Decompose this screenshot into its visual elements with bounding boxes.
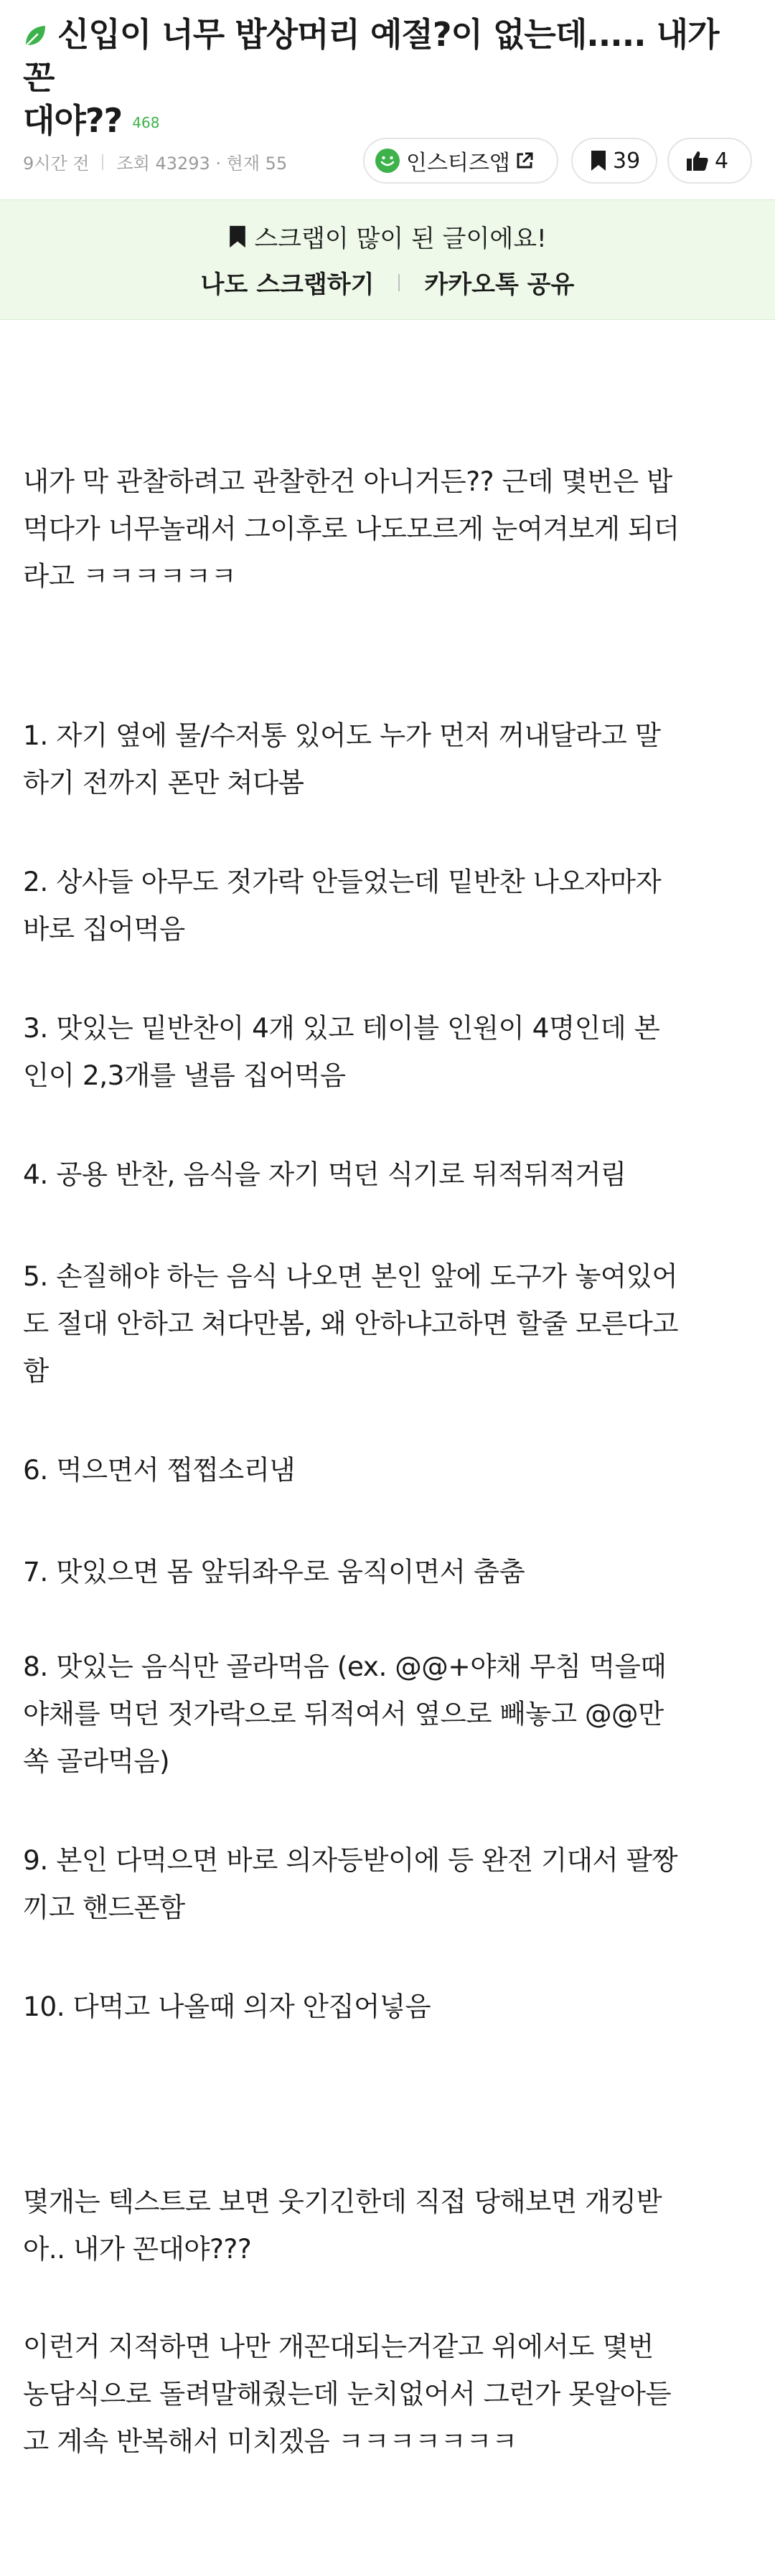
- banner-divider: [398, 274, 400, 291]
- comment-count[interactable]: 468: [132, 114, 160, 131]
- scrap-banner: [0, 199, 775, 320]
- list-item: 10. 다먹고 나올때 의자 안집어넣음: [23, 1991, 431, 2022]
- list-item: 6. 먹으면서 쩝쩝소리냄: [23, 1454, 296, 1486]
- body-paragraph: 몇개는 텍스트로 보면 웃기긴한데 직접 당해보면 개킹받 아.. 내가 꼰대야???: [23, 2186, 662, 2265]
- external-link-icon: [515, 151, 535, 171]
- bookmark-icon: [228, 225, 247, 249]
- open-in-app-button[interactable]: [363, 138, 558, 184]
- banner-message-row: [0, 219, 775, 254]
- like-button[interactable]: [667, 138, 752, 184]
- post-views: 조회 43293 · 현재 55: [116, 154, 288, 174]
- post-title: [23, 13, 752, 99]
- post-meta: [23, 149, 287, 174]
- post-title-line2: 대야??: [23, 101, 123, 140]
- app-label: 인스티즈앱: [406, 151, 510, 176]
- list-item: 8. 맛있는 음식만 골라먹음 (ex. @@+야채 무침 먹을때 야채를 먹던 젓가락으로 뒤적여서 옆으로 빼놓고 @@만 쏙 골라먹음): [23, 1651, 667, 1777]
- list-item: 7. 맛있으면 몸 앞뒤좌우로 움직이면서 춤춤: [23, 1556, 525, 1587]
- banner-actions: [0, 265, 775, 300]
- list-item: 3. 맛있는 밑반찬이 4개 있고 테이블 인원이 4명인데 본 인이 2,3개를 낼름 집어먹음: [23, 1012, 660, 1091]
- scrap-too-button[interactable]: 나도 스크랩하기: [200, 270, 375, 299]
- bookmark-icon: [590, 150, 607, 171]
- leaf-icon: [23, 24, 47, 48]
- kakao-share-button[interactable]: 카카오톡 공유: [424, 270, 575, 299]
- like-count: 4: [715, 148, 729, 174]
- body-paragraph: 이런거 지적하면 나만 개꼰대되는거같고 위에서도 몇번 농담식으로 돌려말해줬는데 눈치없어서 그런가 못알아듣 고 계속 반복해서 미치겠음 ㅋㅋㅋㅋㅋㅋㅋ: [23, 2331, 672, 2457]
- post-time: 9시간 전: [23, 154, 90, 174]
- meta-divider: [102, 154, 103, 170]
- list-item: 1. 자기 옆에 물/수저통 있어도 누가 먼저 꺼내달라고 말 하기 전까지 폰만 쳐다봄: [23, 720, 661, 798]
- scrap-button[interactable]: [571, 138, 657, 184]
- post-header: [0, 0, 775, 140]
- post-meta-row: [0, 128, 775, 199]
- list-item: 9. 본인 다먹으면 바로 의자등받이에 등 완전 기대서 팔짱 끼고 핸드폰함: [23, 1844, 678, 1923]
- list-item: 2. 상사들 아무도 젓가락 안들었는데 밑반찬 나오자마자 바로 집어먹음: [23, 866, 662, 945]
- banner-message: 스크랩이 많이 된 글이에요!: [254, 225, 547, 253]
- smiley-icon: [375, 148, 400, 174]
- list-item: 4. 공용 반찬, 음식을 자기 먹던 식기로 뒤적뒤적거림: [23, 1159, 626, 1190]
- list-item: 5. 손질해야 하는 음식 나오면 본인 앞에 도구가 놓여있어 도 절대 안하고 쳐다만봄, 왜 안하냐고하면 할줄 모른다고 함: [23, 1260, 679, 1387]
- body-paragraph: 내가 막 관찰하려고 관찰한건 아니거든?? 근데 몇번은 밥 먹다가 너무놀래서 그이후로 나도모르게 눈여겨보게 되더 라고 ㅋㅋㅋㅋㅋㅋ: [23, 466, 680, 592]
- scrap-count: 39: [613, 148, 641, 174]
- thumbs-up-icon: [686, 150, 709, 171]
- post-title-line1: 신입이 너무 밥상머리 예절?이 없는데..... 내가 꼰: [23, 15, 719, 97]
